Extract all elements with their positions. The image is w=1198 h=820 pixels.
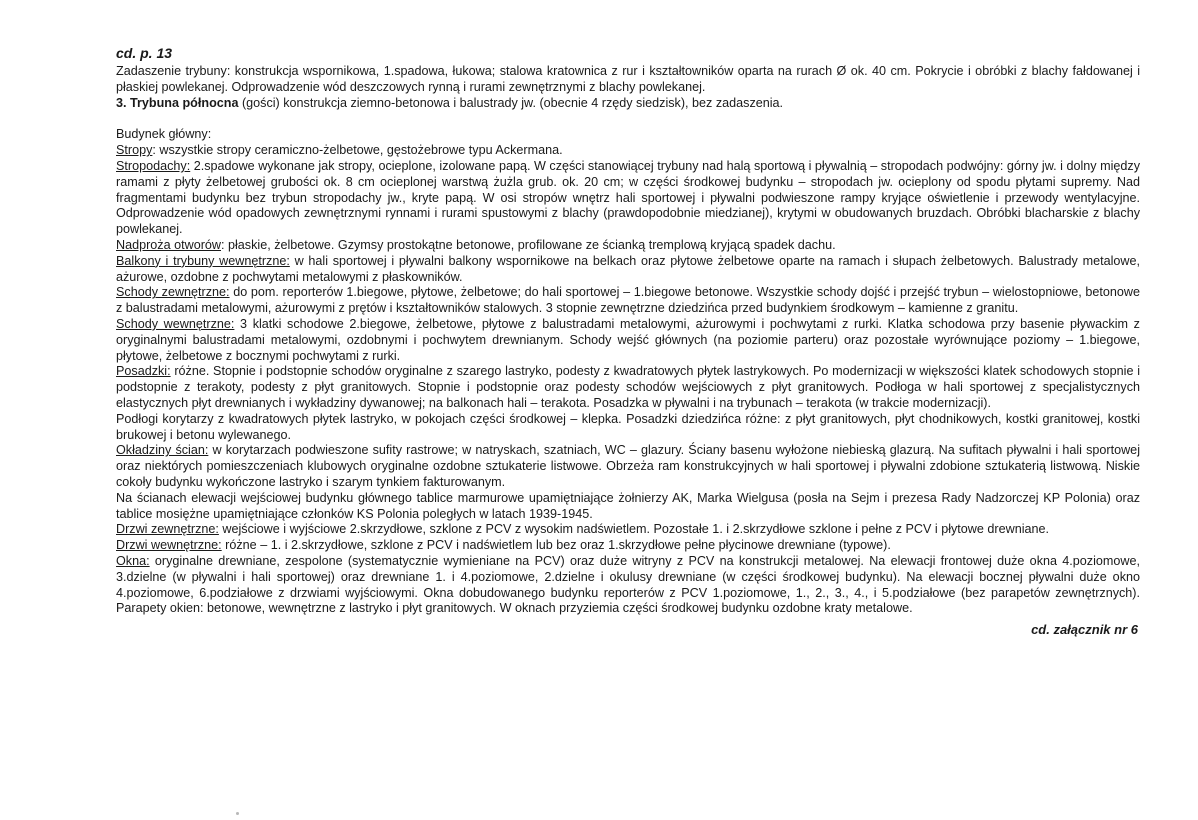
paragraph-schody-wewnetrzne — [116, 317, 1140, 364]
scan-speck — [236, 812, 239, 815]
paragraph-podlogi: Podłogi korytarzy z kwadratowych płytek lastryko, w pokojach części środkowej – klepka. Posadzki dziedzińca różne: z płyt granitowych, płyt chodnikowych, kostki granitowej, kostki brukowej i betonu wylewanego. — [116, 411, 1140, 442]
stropy-label: Stropy — [116, 143, 153, 158]
posadzki-text: różne. Stopnie i podstopnie schodów oryginalne z szarego lastryko, podesty z kwadratowych płytek lastrykowych. Po modernizacji w większości klatek schodowych stopnie i podstopnie z terakoty, podesty z płyt granitowych. Stopnie i podstopnie oraz podesty schodów wejściowych z płyt granitowych. Podłoga w hali sportowej z specjalistycznych elastycznych płyt drewnianych i wykładziny dywanowej; na balkonach hali – terakota. Posadzka w pływalni i na trybunach – terakota (w trakcie modernizacji). — [116, 364, 1140, 410]
paragraph-schody-zewnetrzne — [116, 285, 1140, 317]
schody-wewnetrzne-label: Schody wewnętrzne: — [116, 316, 235, 331]
stropodachy-text: 2.spadowe wykonane jak stropy, ocieplone, izolowane papą. W części stanowiącej trybuny nad halą sportową i pływalnią – stropodach podwójny: górny jw. i dolny między ramami z płyty żelbetowej grubości ok. 8 cm ocieplonej warstwą żużla grub. ok. 20 cm; w części środkowej budynku – stropodach jw. ocieplony od spodu płytami supremy. Nad fragmentami budynku bez trybun stropodachy jw., kryte papą. W osi stropów wnętrz hali sportowej i pływalni podwieszone rampy kryjące oświetlenie i przewody wentylacyjne. Odprowadzenie wód opadowych zewnętrznymi rynnami i rurami spustowymi z blachy (prawdopodobnie miedzianej), krytymi w obudowanych bruzdach. Obróbki blacharskie z blachy powlekanej. — [116, 158, 1140, 237]
paragraph-roof — [116, 64, 1140, 96]
drzwi-zewnetrzne-text: wejściowe i wyjściowe 2.skrzydłowe, szklone z PCV z wysokim nadświetlem. Pozostałe 1. i 2.skrzydłowe szklone i pełne z PCV i płytowe drewniane. — [218, 522, 1050, 537]
roof-text: Zadaszenie trybuny: konstrukcja wspornikowa, 1.spadowa, łukowa; stalowa kratownica z rur i kształtowników oparta na rurach Ø ok. 40 cm. Pokrycie i obróbki z blachy fałdowanej i płaskiej powlekanej. Odprowadzenie wód deszczowych rynną i rurami zewnętrznymi z blachy powlekanej. — [116, 64, 1140, 94]
stropodachy-label: Stropodachy: — [116, 158, 191, 173]
paragraph-north-stand — [116, 96, 1140, 112]
schody-zewnetrzne-label: Schody zewnętrzne: — [116, 285, 230, 300]
okna-label: Okna: — [116, 553, 150, 568]
spacer — [116, 111, 1140, 127]
schody-zewnetrzne-text: do pom. reporterów 1.biegowe, płytowe, żelbetowe; do hali sportowej – 1.biegowe betonowe. Wszystkie schody dojść i przejść trybun – wielostopniowe, betonowe z balustradami metalowymi, ażurowymi z prętów i kształtowników stalowych. 3 stopnie zewnętrzne dziedzińca przed budynkiem środkowym – kamienne z granitu. — [116, 285, 1140, 316]
north-stand-text: (gości) konstrukcja ziemno-betonowa i balustrady jw. (obecnie 4 rzędy siedzisk), bez zadaszenia. — [238, 95, 784, 110]
nadproza-text: : płaskie, żelbetowe. Gzymsy prostokątne betonowe, profilowane ze ścianką tremplową kryjącą spadek dachu. — [221, 237, 836, 252]
north-stand-label: 3. Trybuna północna — [116, 95, 239, 110]
okladziny-label: Okładziny ścian: — [116, 443, 209, 458]
document-body — [116, 44, 1140, 638]
posadzki-label: Posadzki: — [116, 364, 171, 379]
paragraph-stropy — [116, 143, 1140, 159]
stropy-text: : wszystkie stropy ceramiczno-żelbetowe, gęstożebrowe typu Ackermana. — [152, 143, 563, 158]
balkony-text: w hali sportowej i pływalni balkony wspornikowe na belkach oraz płytowe żelbetowe oparte na ramach i słupach żelbetowych. Balustrady metalowe, ażurowe, ozdobne z pochwytami metalowymi z płaskowników. — [116, 253, 1140, 284]
nadproza-label: Nadproża otworów — [116, 237, 221, 252]
okna-text: oryginalne drewniane, zespolone (systematycznie wymieniane na PCV) oraz duże witryny z PCV na konstrukcji metalowej. Na elewacji frontowej duże okna 4.poziomowe, 3.dzielne (w pływalni i hali sportowej) oraz drewniane 1. i 4.poziomowe, 2.dzielne i okulusy drewniane (w części środkowej budynku). Na elewacji bocznej pływalni duże okno 4.poziomowe, 6.podziałowe z drzwiami wyjściowymi. Okna dobudowanego budynku reporterów z PCV 1.poziomowe, 1., 2., 3., 4., i 5.podziałowe (bez parapetów zewnętrznych). Parapety okien: betonowe, wewnętrzne z lastryko i płyt granitowych. W oknach przyziemia części środkowej budynku ozdobne kraty metalowe. — [116, 553, 1140, 616]
paragraph-posadzki — [116, 364, 1140, 411]
paragraph-balkony — [116, 254, 1140, 286]
schody-wewnetrzne-text: 3 klatki schodowe 2.biegowe, żelbetowe, płytowe z balustradami metalowymi, ażurowymi i pochwytami z rurki. Klatka schodowa przy basenie pływackim z oryginalnymi balustradami metalowymi, ozdobnymi i pochwytem drewnianym. Schody wejść głównych (na poziomie parteru) oraz pozostałe wyrównujące poziomy – 1.biegowe, płytowe, żelbetowe z bocznymi pochwytami z rurki. — [116, 316, 1140, 363]
paragraph-drzwi-zewnetrzne — [116, 522, 1140, 538]
drzwi-wewnetrzne-text: różne – 1. i 2.skrzydłowe, szklone z PCV i nadświetlem lub bez oraz 1.skrzydłowe pełne płycinowe drewniane (typowe). — [221, 538, 891, 553]
continuation-heading: cd. p. 13 — [116, 45, 173, 61]
main-building-heading: Budynek główny: — [116, 127, 212, 142]
paragraph-stropodachy — [116, 159, 1140, 238]
paragraph-nadproza — [116, 238, 1140, 254]
okladziny-text: w korytarzach podwieszone sufity rastrowe; w natryskach, szatniach, WC – glazury. Ściany basenu wyłożone niebieską glazurą. Na sufitach pływalni i hali sportowej oraz niektórych pomieszczeniach klubowych oryginalne ozdobne sztukaterie listwowe. Obrzeża ram konstrukcyjnych w hali sportowej i pływalni zdobione sztukaterią listwową. Niskie cokoły budynku wykończone lastryko i szarym tynkiem fakturowanym. — [116, 443, 1140, 489]
drzwi-zewnetrzne-label: Drzwi zewnętrzne: — [116, 522, 219, 537]
paragraph-tablice: Na ścianach elewacji wejściowej budynku głównego tablice marmurowe upamiętniające żołnierzy AK, Marka Wielgusa (posła na Sejm i prezesa Rady Nadzorczej KP Polonia) oraz tablice mosiężne upamiętniające członków KS Polonia poległych w latach 1939-1945. — [116, 490, 1140, 521]
drzwi-wewnetrzne-label: Drzwi wewnętrzne: — [116, 538, 222, 553]
paragraph-okna — [116, 554, 1140, 617]
paragraph-okladziny — [116, 443, 1140, 490]
continuation-reference: cd. załącznik nr 6 — [1031, 622, 1138, 638]
paragraph-drzwi-wewnetrzne — [116, 538, 1140, 554]
balkony-label: Balkony i trybuny wewnętrzne: — [116, 253, 290, 268]
